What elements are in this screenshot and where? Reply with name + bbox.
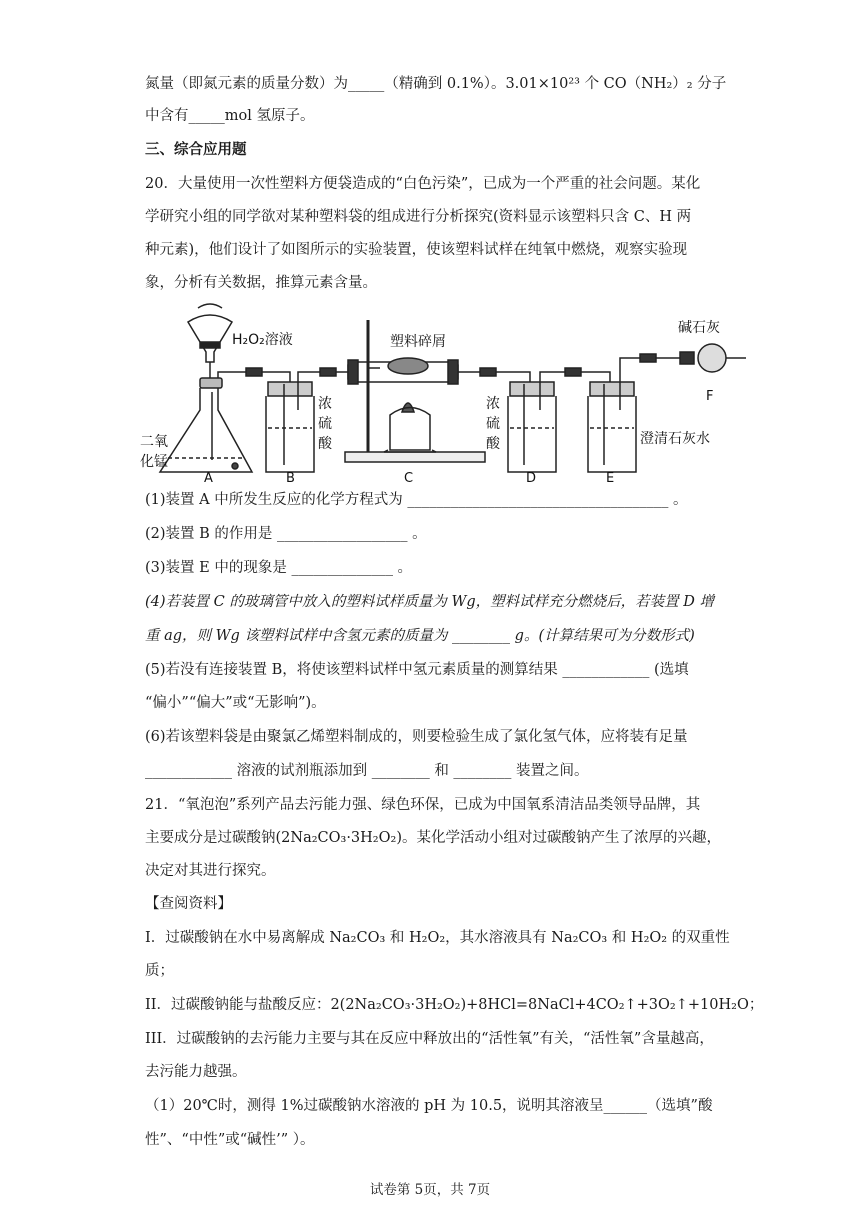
q20-sub-5a: (5)若没有连接装置 B，将使该塑料试样中氢元素质量的测算结果 ____________ (选填	[145, 662, 689, 678]
label-sodalime: 碱石灰	[678, 320, 720, 336]
label-mno2-2: 化锰	[140, 454, 168, 470]
q21-resource-heading: 【查阅资料】	[145, 896, 232, 912]
q20-sub-4b: 重 ag，则 Wg 该塑料试样中含氢元素的质量为 ________ g。(计算结果可为分数形式)	[145, 628, 695, 644]
drying-tube-f	[698, 344, 726, 372]
q21-sub-1a: （1）20℃时，测得 1%过碳酸钠水溶液的 pH 为 10.5，说明其溶液呈______（选填”酸	[145, 1098, 713, 1114]
label-conc-d-3: 酸	[486, 436, 500, 452]
label-conc-b-1: 浓	[318, 396, 332, 412]
label-d: D	[526, 471, 537, 485]
q20-line-3: 种元素)，他们设计了如图所示的实验装置，使该塑料试样在纯氧中燃烧，观察实验现	[145, 242, 688, 258]
q21-resource-3a: III．过碳酸钠的去污能力主要与其在反应中释放出的“活性氧”有关，“活性氧”含量越高，	[145, 1031, 714, 1047]
q20-sub-6a: (6)若该塑料袋是由聚氯乙烯塑料制成的，则要检验生成了氯化氢气体，应将装有足量	[145, 729, 688, 745]
q20-sub-5b: “偏小”“偏大”或“无影响”)。	[145, 695, 326, 711]
q20-line-2: 学研究小组的同学欲对某种塑料袋的组成进行分析探究(资料显示该塑料只含 C、H 两	[145, 209, 692, 225]
label-conc-d-2: 硫	[486, 416, 500, 432]
bottle-d	[508, 396, 556, 472]
label-conc-d-1: 浓	[486, 396, 500, 412]
q20-line-1: 20．大量使用一次性塑料方便袋造成的“白色污染”，已成为一个严重的社会问题。某化	[145, 176, 701, 192]
label-h2o2: H₂O₂溶液	[232, 332, 293, 348]
funnel-stopper	[198, 304, 222, 308]
text-line-1: 氮量（即氮元素的质量分数）为_____（精确到 0.1%）。3.01×10²³ 个 CO（NH₂）₂ 分子	[145, 76, 727, 92]
label-plastic: 塑料碎屑	[390, 334, 446, 350]
q20-line-4: 象，分析有关数据，推算元素含量。	[145, 275, 377, 291]
q21-line-1: 21．“氧泡泡”系列产品去污能力强、绿色环保，已成为中国氧系清洁品类领导品牌，其	[145, 797, 701, 813]
q20-sub-1: (1)装置 A 中所发生反应的化学方程式为 ____________________________________ 。	[145, 492, 688, 508]
q20-sub-4a: (4)若装置 C 的玻璃管中放入的塑料试样质量为 Wg，塑料试样充分燃烧后，若装置 D 增	[145, 594, 714, 610]
q21-resource-1b: 质；	[145, 963, 174, 979]
q21-resource-1a: I．过碳酸钠在水中易离解成 Na₂CO₃ 和 H₂O₂，其水溶液具有 Na₂CO₃ 和 H₂O₂ 的双重性	[145, 930, 730, 946]
q21-resource-3b: 去污能力越强。	[145, 1064, 247, 1080]
alcohol-lamp	[390, 408, 430, 451]
label-conc-b-3: 酸	[318, 436, 332, 452]
apparatus-diagram	[140, 300, 750, 485]
q20-sub-2: (2)装置 B 的作用是 __________________ 。	[145, 526, 427, 542]
label-a: A	[204, 471, 213, 485]
label-f: F	[706, 389, 714, 404]
q20-sub-3: (3)装置 E 中的现象是 ______________ 。	[145, 560, 413, 576]
conical-flask-a	[160, 388, 252, 472]
q21-line-2: 主要成分是过碳酸钠(2Na₂CO₃·3H₂O₂)。某化学活动小组对过碳酸钠产生了浓厚的兴趣，	[145, 830, 721, 846]
q21-sub-1b: 性”、“中性”或“碱性’” ）。	[145, 1132, 315, 1148]
label-mno2-1: 二氧	[140, 434, 168, 450]
label-e: E	[606, 471, 615, 485]
q20-sub-6b: ____________ 溶液的试剂瓶添加到 ________ 和 ________ 装置之间。	[145, 763, 589, 779]
q21-resource-2: II．过碳酸钠能与盐酸反应：2(2Na₂CO₃·3H₂O₂)+8HCl=8NaCl+4CO₂↑+3O₂↑+10H₂O；	[145, 997, 764, 1013]
bottle-b	[266, 396, 314, 472]
text-line-2: 中含有_____mol 氢原子。	[145, 108, 315, 124]
label-b: B	[286, 471, 295, 485]
page-footer: 试卷第 5页，共 7页	[369, 1182, 491, 1198]
label-limewater: 澄清石灰水	[640, 431, 710, 447]
label-c: C	[404, 471, 414, 485]
q21-line-3: 决定对其进行探究。	[145, 863, 276, 879]
label-conc-b-2: 硫	[318, 416, 332, 432]
separatory-funnel	[188, 315, 232, 362]
section-heading: 三、综合应用题	[145, 141, 247, 158]
bottle-e	[588, 396, 636, 472]
